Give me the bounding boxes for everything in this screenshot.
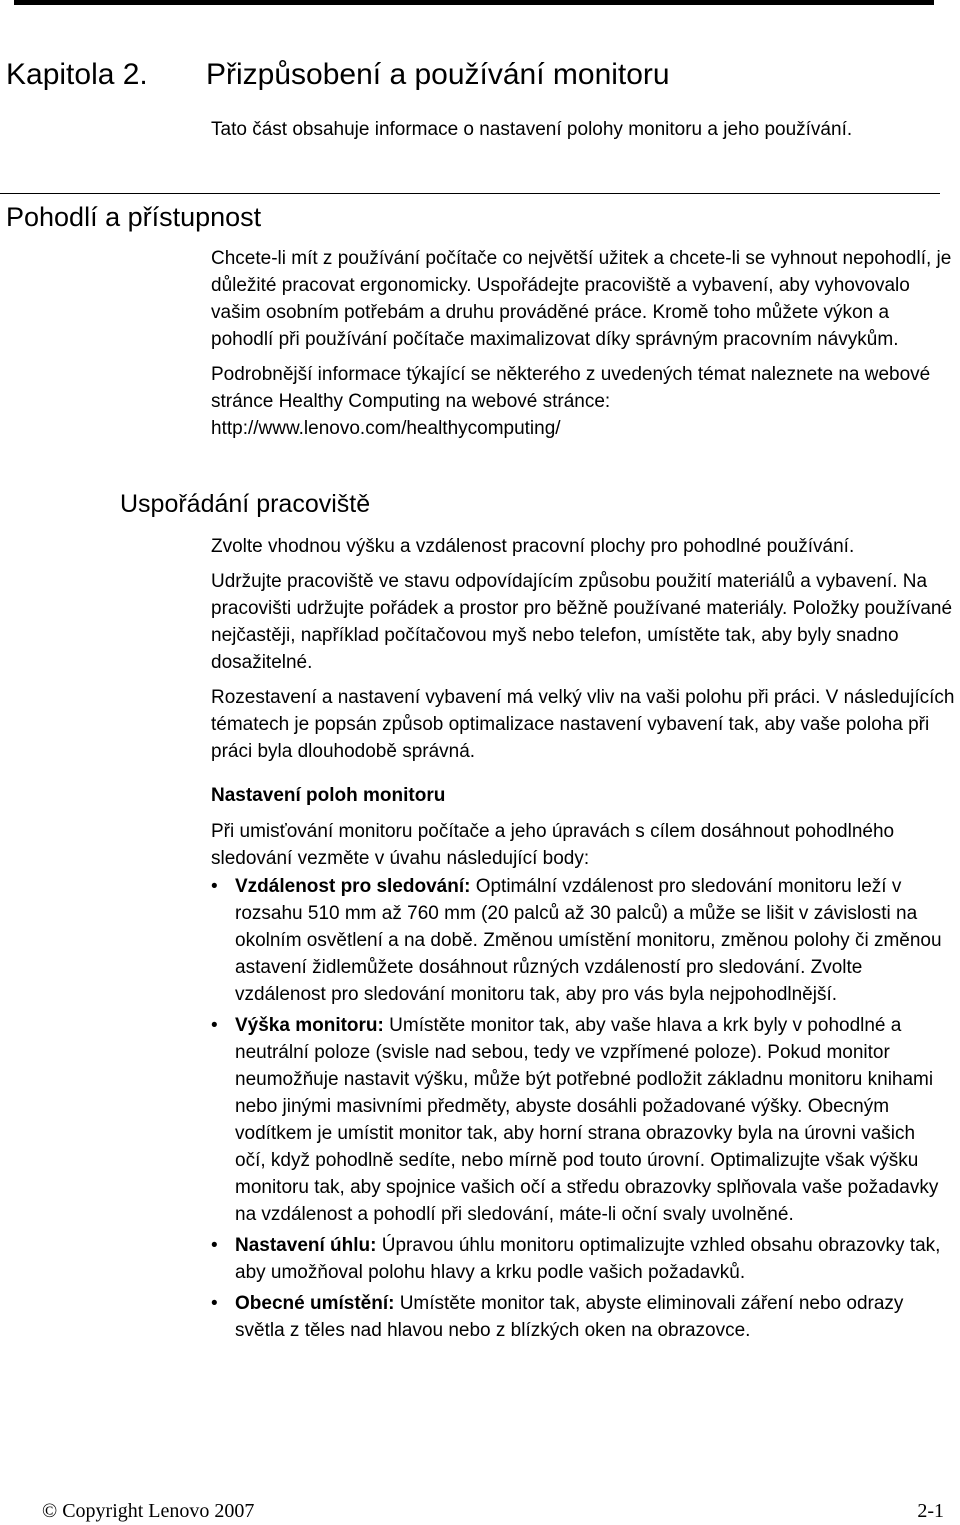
chapter-name: Přizpůsobení a používání monitoru	[206, 58, 670, 91]
bullet-icon: •	[211, 1293, 218, 1314]
subsection-paragraph: Udržujte pracoviště ve stavu odpovídajícím způsobu použití materiálů a vybavení. Na pracovišti udržujte pořádek a prostor pro běžně používané materiály. Položky používané nejčastěji, například počítačovou myš nebo telefon, umístěte tak, aby byly snadno dosažitelné.	[211, 571, 953, 673]
bullet-text: Úpravou úhlu monitoru optimalizujte vzhled obsahu obrazovky tak, aby umožňoval polohu hlavy a krku podle vašich požadavků.	[235, 1235, 941, 1283]
subsection-paragraph: Rozestavení a nastavení vybavení má velký vliv na vaši polohu při práci. V následujících tématech je popsán způsob optimalizace nastavení vybavení tak, aby vaše poloha při práci byla dlouhodobě správná.	[211, 687, 955, 762]
footer-copyright: © Copyright Lenovo 2007	[42, 1500, 255, 1522]
chapter-title	[6, 58, 670, 92]
bullet-icon: •	[211, 1235, 218, 1256]
monitor-intro: Při umisťování monitoru počítače a jeho úpravách s cílem dosáhnout pohodlného sledování vezměte v úvahu následující body:	[211, 821, 895, 869]
subsection-body	[211, 533, 956, 765]
list-item	[211, 1232, 946, 1286]
section-body	[211, 245, 956, 442]
chapter-intro: Tato část obsahuje informace o nastavení polohy monitoru a jeho používání.	[211, 119, 853, 140]
bullet-term: Výška monitoru:	[235, 1015, 384, 1036]
section-heading: Pohodlí a přístupnost	[6, 202, 262, 232]
section-paragraph: Chcete-li mít z používání počítače co největší užitek a chcete-li se vyhnout nepohodlí, je důležité pracovat ergonomicky. Uspořádejte pracoviště a vybavení, aby vyhovovalo vašim osobním potřebám a druhu prováděné práce. Kromě toho můžete výkon a pohodlí při používání počítače maximalizovat díky správným pracovním návykům.	[211, 248, 952, 350]
list-item	[211, 1012, 946, 1228]
bullet-text: Umístěte monitor tak, aby vaše hlava a krk byly v pohodlné a neutrální poloze (svisle nad sebou, tedy ve vzpřímené poloze). Pokud monitor neumožňuje nastavit výšku, může být potřebné podložit základnu monitoru knihami nebo jinými masivními předměty, abyste dosáhli požadované výšky. Obecným vodítkem je umístit monitor tak, aby horní strana obrazovky byla na úrovni vašich očí, když pohodlně sedíte, nebo mírně pod touto úrovní. Optimalizujte však výšku monitoru tak, aby spojnice vašich očí a středu obrazovky splňovala vaše požadavky na vzdálenost a pohodlí při sledování, máte-li oční svaly uvolněné.	[235, 1015, 939, 1225]
bullet-term: Obecné umístění:	[235, 1293, 395, 1314]
list-item	[211, 1290, 946, 1344]
bullet-icon: •	[211, 876, 218, 897]
list-item	[211, 873, 946, 1008]
bullet-text: Optimální vzdálenost pro sledování monitoru leží v rozsahu 510 mm až 760 mm (20 palců až 30 palců) a může se lišit v závislosti na okolním osvětlení a na době. Změnou umístění monitoru, změnou polohy či změnou astavení židlemůžete dosáhnout různých vzdáleností pro sledování. Zvolte vzdálenost pro sledování monitoru tak, aby pro vás byla nejpohodlnější.	[235, 876, 942, 1005]
bullet-term: Nastavení úhlu:	[235, 1235, 377, 1256]
bullet-icon: •	[211, 1015, 218, 1036]
monitor-bullet-list	[211, 873, 946, 1348]
subsection-paragraph: Zvolte vhodnou výšku a vzdálenost pracovní plochy pro pohodlné používání.	[211, 536, 855, 557]
monitor-heading: Nastavení poloh monitoru	[211, 785, 446, 806]
bullet-text: Umístěte monitor tak, abyste eliminovali záření nebo odrazy světla z těles nad hlavou nebo z blízkých oken na obrazovce.	[235, 1293, 904, 1341]
top-rule	[14, 0, 934, 5]
section-paragraph: Podrobnější informace týkající se některého z uvedených témat naleznete na webové stránce Healthy Computing na webové stránce: http://www.lenovo.com/healthycomputing/	[211, 364, 931, 439]
subsection-heading: Uspořádání pracoviště	[120, 490, 371, 518]
footer-page-number: 2-1	[917, 1500, 944, 1522]
section-rule	[0, 193, 940, 194]
bullet-term: Vzdálenost pro sledování:	[235, 876, 471, 897]
monitor-intro-block	[211, 818, 956, 872]
chapter-number: Kapitola 2.	[6, 58, 148, 91]
